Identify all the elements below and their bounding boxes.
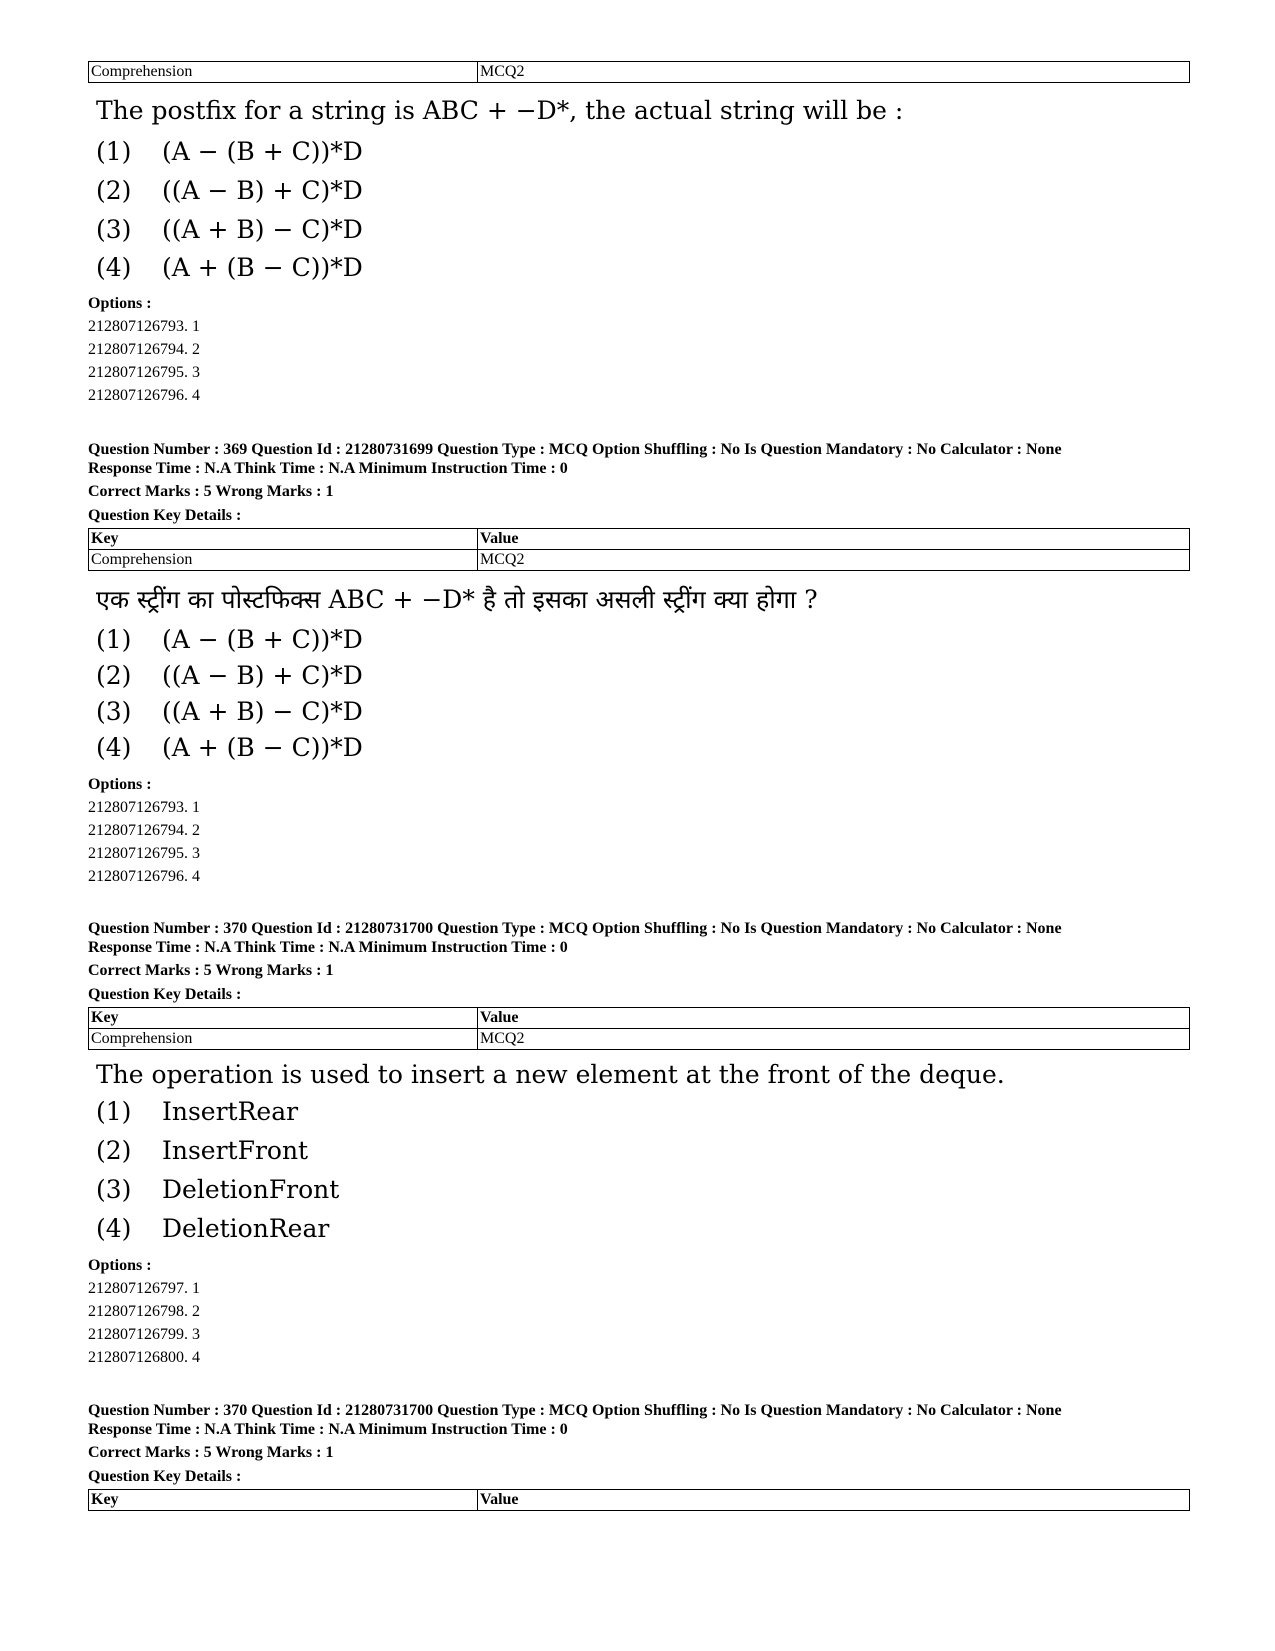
table-cell-value: MCQ2 — [478, 62, 1190, 83]
table-header-row — [89, 1008, 1190, 1029]
choice-number: (1) — [96, 137, 132, 166]
question-meta-line: Question Number : 370 Question Id : 21280731700 Question Type : MCQ Option Shuffling : No Is Question Mandatory : No Calculator : None — [88, 1402, 1062, 1419]
choice-number: (1) — [96, 625, 132, 654]
choice-number: (4) — [96, 1214, 132, 1243]
key-value-table — [88, 1489, 1190, 1511]
question-meta-line: Response Time : N.A Think Time : N.A Minimum Instruction Time : 0 — [88, 460, 568, 477]
choice-text: ((A − B) + C)*D — [162, 176, 363, 205]
key-value-table — [88, 1007, 1190, 1050]
question-text: The postfix for a string is ABC + −D*, the actual string will be : — [96, 96, 904, 125]
marks-line: Correct Marks : 5 Wrong Marks : 1 — [88, 1444, 334, 1461]
key-details-label: Question Key Details : — [88, 1468, 242, 1485]
question-text: The operation is used to insert a new element at the front of the deque. — [96, 1060, 1005, 1089]
choice-number: (1) — [96, 1097, 132, 1126]
choice-text: DeletionRear — [162, 1214, 330, 1243]
options-label: Options : — [88, 776, 152, 793]
choice-number: (3) — [96, 215, 132, 244]
question-meta-line: Question Number : 370 Question Id : 21280731700 Question Type : MCQ Option Shuffling : No Is Question Mandatory : No Calculator : None — [88, 920, 1062, 937]
choice-item — [96, 1097, 298, 1127]
option-id: 212807126797. 1 — [88, 1280, 200, 1297]
question-meta-line: Response Time : N.A Think Time : N.A Minimum Instruction Time : 0 — [88, 1421, 568, 1438]
choice-number: (2) — [96, 176, 132, 205]
table-cell-key: Comprehension — [89, 1029, 478, 1050]
choice-text: ((A − B) + C)*D — [162, 661, 363, 690]
choice-item — [96, 1175, 339, 1205]
choice-item — [96, 215, 363, 245]
choice-number: (2) — [96, 1136, 132, 1165]
key-details-label: Question Key Details : — [88, 986, 242, 1003]
key-value-table — [88, 528, 1190, 571]
choice-number: (3) — [96, 1175, 132, 1204]
option-id: 212807126793. 1 — [88, 318, 200, 335]
choice-number: (3) — [96, 697, 132, 726]
question-meta-line: Question Number : 369 Question Id : 21280731699 Question Type : MCQ Option Shuffling : No Is Question Mandatory : No Calculator : None — [88, 441, 1062, 458]
table-row — [89, 62, 1190, 83]
choice-item — [96, 625, 363, 655]
option-id: 212807126800. 4 — [88, 1349, 200, 1366]
table-cell-value: MCQ2 — [478, 550, 1190, 571]
choice-item — [96, 1136, 308, 1166]
choice-text: (A + (B − C))*D — [162, 253, 363, 282]
question-text: एक स्ट्रींग का पोस्टफिक्स ABC + −D* है तो इसका असली स्ट्रींग क्या होगा ? — [96, 585, 818, 614]
choice-number: (4) — [96, 733, 132, 762]
choice-number: (2) — [96, 661, 132, 690]
table-header-value: Value — [478, 1490, 1190, 1511]
key-details-label: Question Key Details : — [88, 507, 242, 524]
option-id: 212807126795. 3 — [88, 845, 200, 862]
option-id: 212807126796. 4 — [88, 387, 200, 404]
options-label: Options : — [88, 295, 152, 312]
choice-item — [96, 137, 363, 167]
table-row — [89, 1029, 1190, 1050]
choice-number: (4) — [96, 253, 132, 282]
key-value-table — [88, 61, 1190, 83]
option-id: 212807126794. 2 — [88, 822, 200, 839]
table-header-row — [89, 529, 1190, 550]
choice-text: InsertRear — [162, 1097, 299, 1126]
choice-text: InsertFront — [162, 1136, 309, 1165]
table-header-key: Key — [89, 529, 478, 550]
choice-item — [96, 697, 363, 727]
table-row — [89, 550, 1190, 571]
choice-item — [96, 733, 363, 763]
option-id: 212807126793. 1 — [88, 799, 200, 816]
options-label: Options : — [88, 1257, 152, 1274]
choice-text: (A − (B + C))*D — [162, 625, 363, 654]
table-header-value: Value — [478, 1008, 1190, 1029]
table-header-value: Value — [478, 529, 1190, 550]
table-cell-key: Comprehension — [89, 550, 478, 571]
choice-text: ((A + B) − C)*D — [162, 697, 363, 726]
option-id: 212807126798. 2 — [88, 1303, 200, 1320]
table-header-key: Key — [89, 1490, 478, 1511]
marks-line: Correct Marks : 5 Wrong Marks : 1 — [88, 483, 334, 500]
choice-text: DeletionFront — [162, 1175, 340, 1204]
choice-text: ((A + B) − C)*D — [162, 215, 363, 244]
table-cell-key: Comprehension — [89, 62, 478, 83]
marks-line: Correct Marks : 5 Wrong Marks : 1 — [88, 962, 334, 979]
choice-text: (A + (B − C))*D — [162, 733, 363, 762]
choice-item — [96, 253, 363, 283]
option-id: 212807126795. 3 — [88, 364, 200, 381]
table-header-row — [89, 1490, 1190, 1511]
choice-item — [96, 1214, 329, 1244]
choice-item — [96, 661, 363, 691]
choice-text: (A − (B + C))*D — [162, 137, 363, 166]
table-header-key: Key — [89, 1008, 478, 1029]
question-meta-line: Response Time : N.A Think Time : N.A Minimum Instruction Time : 0 — [88, 939, 568, 956]
choice-item — [96, 176, 363, 206]
option-id: 212807126794. 2 — [88, 341, 200, 358]
option-id: 212807126796. 4 — [88, 868, 200, 885]
option-id: 212807126799. 3 — [88, 1326, 200, 1343]
table-cell-value: MCQ2 — [478, 1029, 1190, 1050]
